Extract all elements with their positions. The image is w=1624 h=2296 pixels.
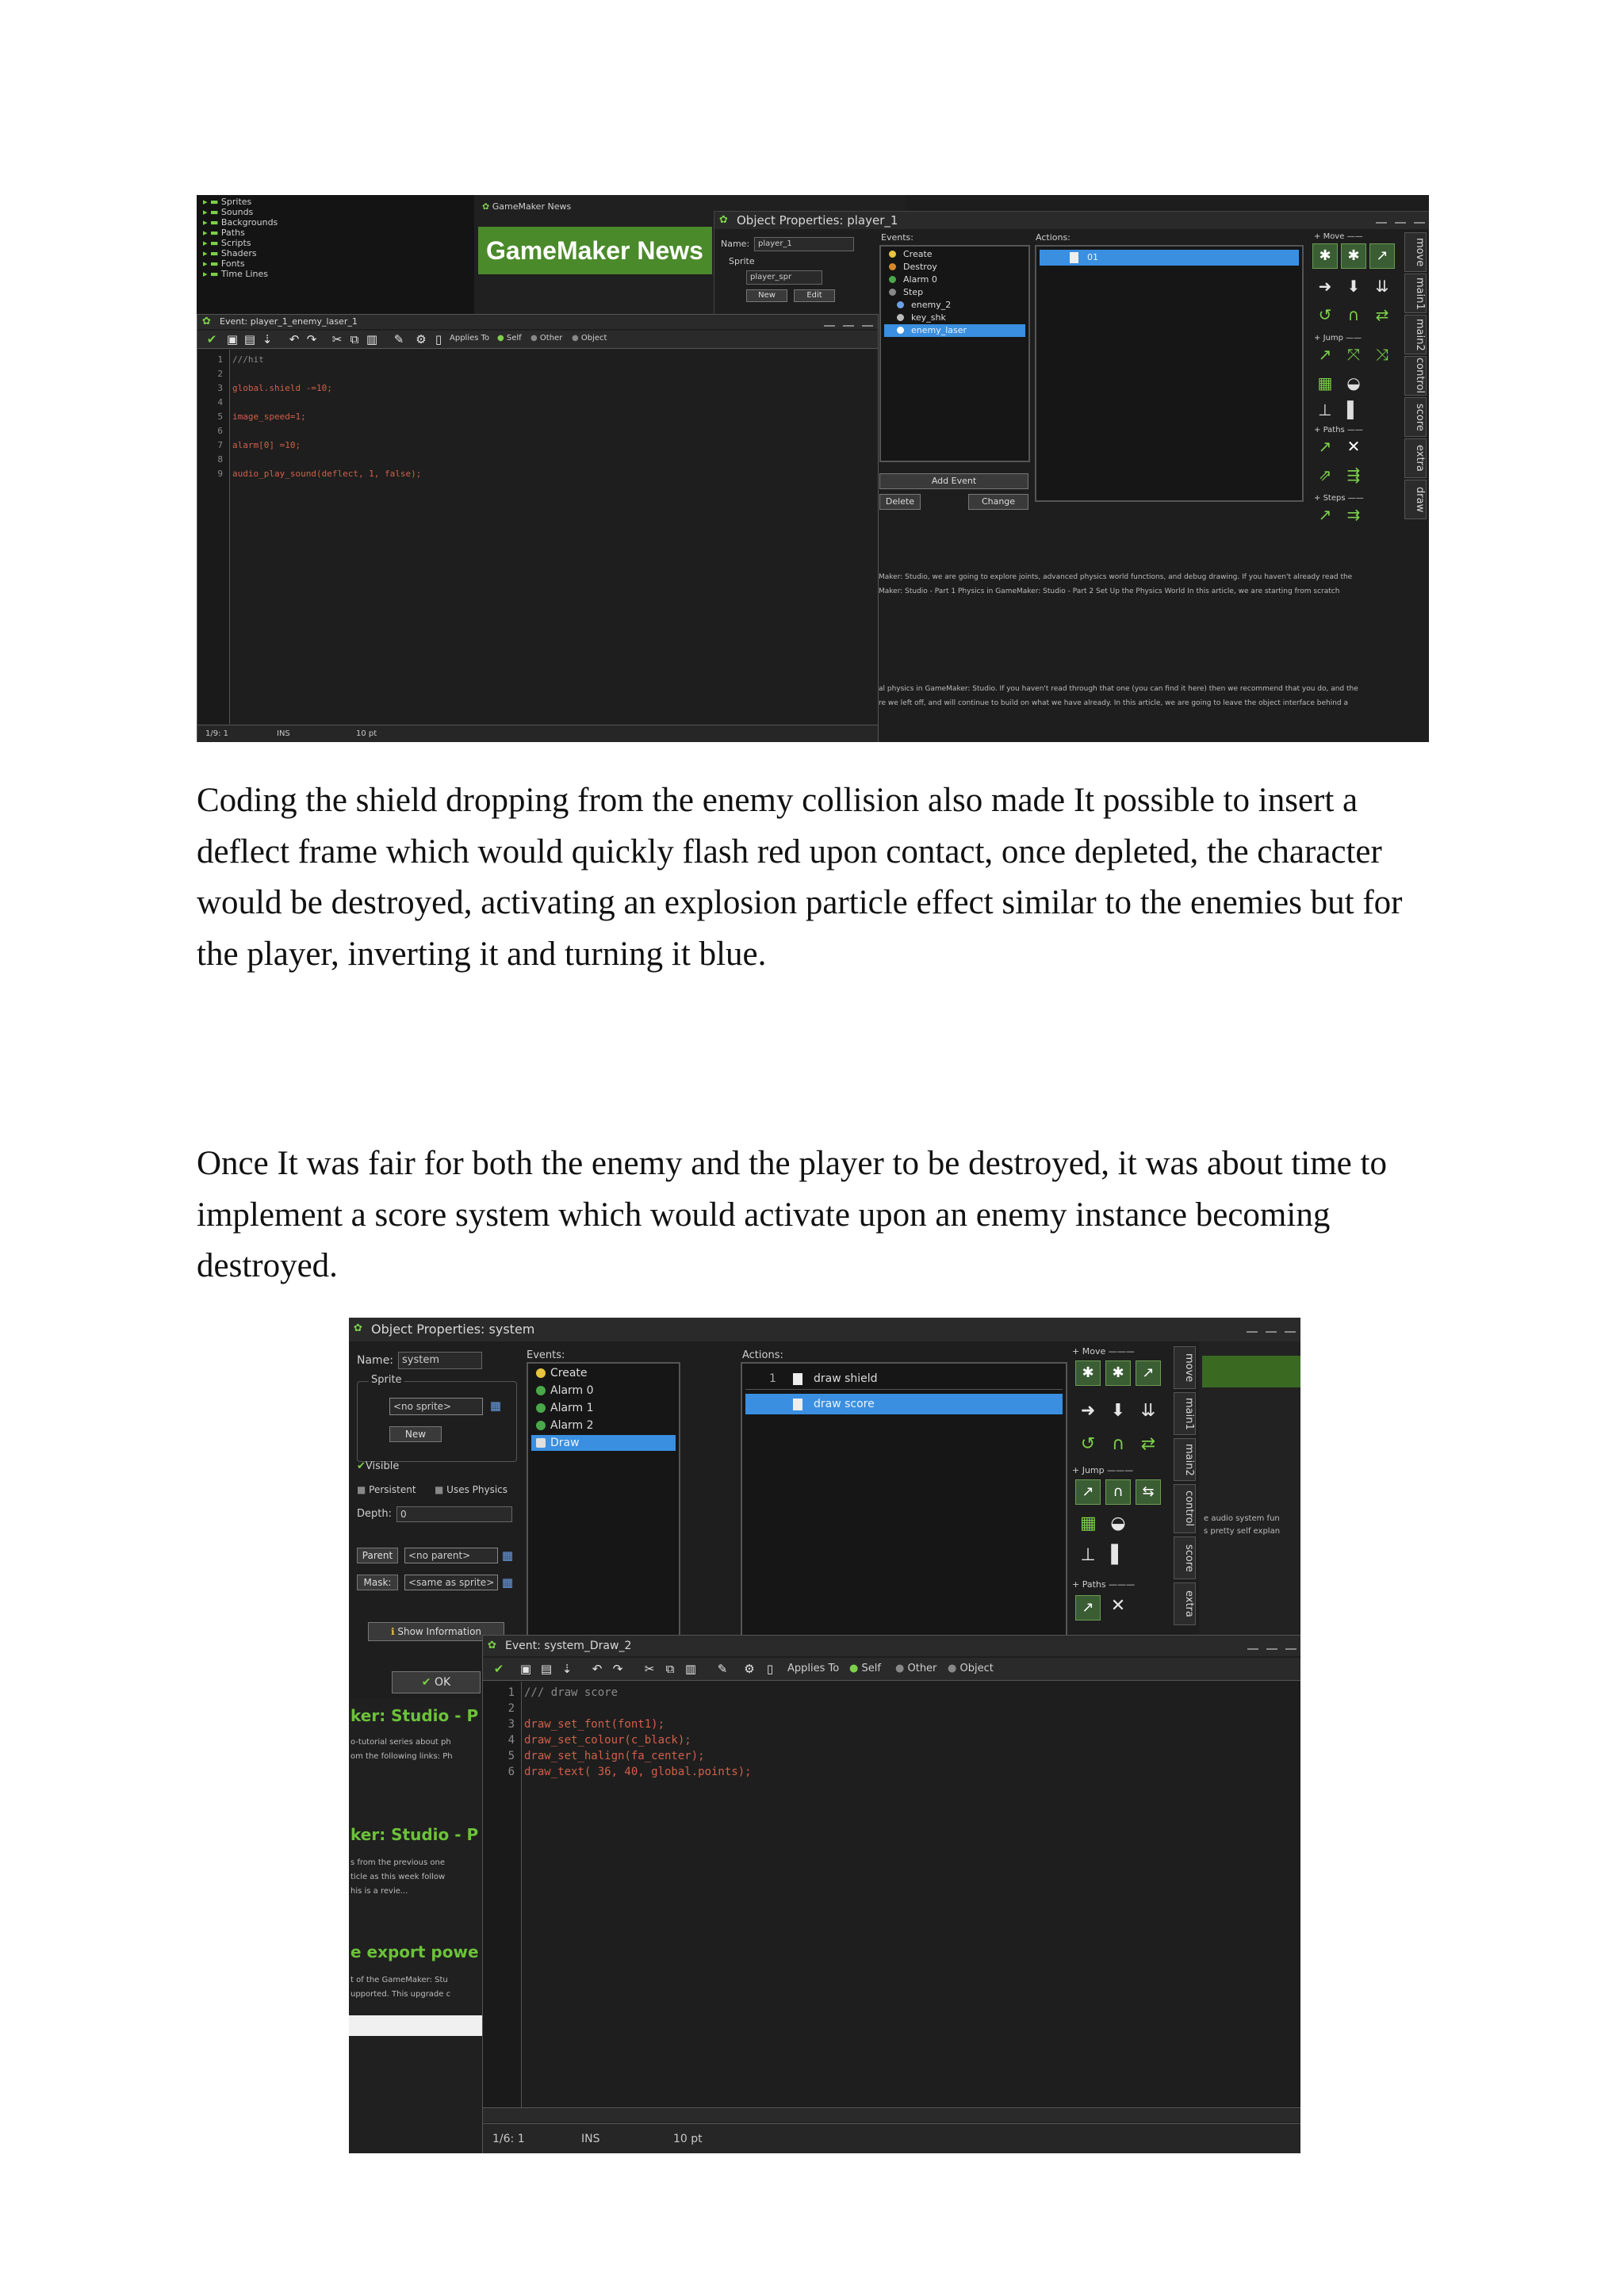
line-number: 7: [217, 440, 223, 450]
path-icon[interactable]: ↗: [1075, 1595, 1101, 1621]
document-icon: [793, 1373, 802, 1385]
arrow-down-stack-icon[interactable]: ⇊: [1140, 1401, 1156, 1421]
jump-position-icon[interactable]: ↗: [1318, 345, 1332, 364]
tree-item[interactable]: ▸ ▬ Shaders: [203, 248, 257, 258]
news-snippet: o-tutorial series about ph: [350, 1738, 451, 1747]
find-icon[interactable]: ✎: [717, 1662, 728, 1676]
tab-move[interactable]: move: [1404, 232, 1427, 272]
code-line[interactable]: [197, 396, 878, 410]
news-banner: [478, 227, 712, 274]
code-editor-window: [482, 1635, 1300, 2153]
group-move-label: + Move ——: [1314, 232, 1363, 241]
visible-checkbox[interactable]: ✔Visible: [357, 1460, 400, 1472]
code-line[interactable]: [483, 1732, 1300, 1748]
news-snippet: upported. This upgrade c: [350, 1990, 451, 1999]
wrap-icon[interactable]: ⇄: [1375, 305, 1389, 324]
resource-tree: [197, 195, 474, 314]
actions-label: Actions:: [1036, 232, 1071, 243]
name-field[interactable]: system: [398, 1352, 482, 1369]
wrap-screen-icon[interactable]: ◒: [1110, 1513, 1126, 1533]
copy-icon[interactable]: ⧉: [665, 1662, 675, 1676]
change-event-button[interactable]: Change: [968, 494, 1028, 510]
sprite-new-button[interactable]: New: [746, 289, 787, 302]
tab-main1[interactable]: main1: [1174, 1392, 1196, 1435]
applies-other-radio[interactable]: ● Other: [530, 334, 563, 342]
export-icon[interactable]: ⇣: [262, 332, 273, 346]
code-text: ///hit: [232, 354, 264, 365]
sprite-field[interactable]: player_spr: [746, 270, 822, 285]
window-controls[interactable]: [1376, 216, 1425, 224]
news-header: e export powe: [350, 1942, 479, 1961]
applies-other-radio[interactable]: ● Other: [895, 1663, 937, 1674]
tree-item[interactable]: ▸ ▬ Scripts: [203, 238, 251, 248]
applies-self-radio[interactable]: ● Self: [849, 1663, 881, 1674]
print-icon[interactable]: ▤: [540, 1662, 553, 1676]
reverse-icon[interactable]: ↺: [1318, 305, 1332, 324]
check-icon[interactable]: ✔: [206, 332, 217, 346]
arrow-right-icon[interactable]: ➜: [1080, 1401, 1096, 1421]
status-line: 1/6: 1: [492, 2133, 525, 2145]
applies-object-radio[interactable]: ● Object: [572, 334, 607, 342]
status-line: 1/9: 1: [205, 729, 229, 738]
jump-start-icon[interactable]: ∩: [1105, 1479, 1131, 1505]
arrow-down-icon[interactable]: ⬇: [1346, 277, 1361, 296]
code-text: draw_set_font(font1);: [524, 1718, 665, 1731]
event-item[interactable]: key_shk: [884, 312, 1025, 324]
gamemaker-icon: ✿: [202, 316, 211, 327]
line-number: 6: [217, 426, 223, 436]
path-end-icon[interactable]: ✕: [1110, 1596, 1126, 1616]
tab-extra[interactable]: extra: [1174, 1582, 1196, 1625]
news-text-line: s pretty self explan: [1204, 1527, 1281, 1536]
show-information-button[interactable]: ℹ Show Information: [368, 1622, 504, 1641]
parent-field[interactable]: <no parent>: [404, 1548, 498, 1563]
tree-item[interactable]: ▸ ▬ Fonts: [203, 258, 245, 269]
tab-score[interactable]: score: [1404, 397, 1427, 437]
tab-score[interactable]: score: [1174, 1536, 1196, 1579]
code-text: draw_set_halign(fa_center);: [524, 1750, 705, 1762]
code-line[interactable]: [197, 381, 878, 396]
sprite-label: Sprite: [369, 1374, 404, 1386]
path-position-icon[interactable]: ⇗: [1318, 465, 1332, 484]
sprite-label: Sprite: [729, 256, 755, 266]
code-window-title: ✿ Event: player_1_enemy_laser_1: [197, 315, 878, 329]
print-icon[interactable]: ▤: [243, 332, 256, 346]
background-news-left: [349, 1698, 484, 2153]
code-text: /// draw score: [524, 1686, 619, 1699]
sprite-edit-button[interactable]: Edit: [794, 289, 835, 302]
gamemaker-icon: ✿: [488, 1640, 496, 1651]
code-line[interactable]: [483, 1685, 1300, 1701]
news-text-line: Maker: Studio, we are going to explore joints, advanced physics world functions, and debug drawing. If you haven't already read the: [879, 573, 1353, 581]
news-header: ker: Studio - P: [350, 1825, 479, 1844]
paragraph-shield: Coding the shield dropping from the enemy collision also made It possible to insert a deflect frame which would quickly flash red upon contact, once depleted, the character would be destroyed, activating an explosion particle effect similar to the enemies but for the player, inverting it and turning it blue.: [197, 782, 1403, 973]
tools-icon[interactable]: ⚙: [744, 1662, 755, 1676]
news-tab[interactable]: ✿ GameMaker News: [482, 201, 572, 212]
copy-icon[interactable]: ⧉: [350, 332, 359, 346]
depth-label: Depth:: [357, 1508, 392, 1520]
status-bar: [197, 725, 878, 742]
document-icon[interactable]: ▯: [435, 332, 442, 346]
code-line[interactable]: [197, 467, 878, 481]
tree-item[interactable]: ▸ ▬ Paths: [203, 228, 245, 238]
ok-button[interactable]: ✔ OK: [392, 1671, 481, 1693]
document-icon[interactable]: ▯: [766, 1662, 774, 1676]
tree-item[interactable]: ▸ ▬ Sprites: [203, 197, 252, 207]
line-number: 5: [508, 1750, 515, 1762]
news-snippet: his is a revie...: [350, 1887, 408, 1896]
mask-button[interactable]: Mask:: [357, 1575, 398, 1590]
group-paths-label: + Paths ——: [1314, 426, 1363, 434]
gamemaker-icon: ✿: [354, 1322, 362, 1334]
green-banner: [1202, 1356, 1300, 1387]
window-controls[interactable]: [1247, 1642, 1297, 1650]
screenshot-gamemaker-player-object: [197, 195, 1429, 742]
move-free-icon[interactable]: ✱: [1105, 1360, 1131, 1386]
line-number: 3: [217, 383, 223, 393]
line-number: 6: [508, 1766, 515, 1778]
tab-extra[interactable]: extra: [1404, 438, 1427, 478]
events-label: Events:: [527, 1349, 565, 1361]
line-number: 4: [217, 397, 223, 408]
code-text: draw_set_colour(c_black);: [524, 1734, 691, 1747]
background-news-strip: [1199, 1341, 1300, 1651]
events-list[interactable]: [879, 245, 1030, 462]
news-text-line: Maker: Studio - Part 1 Physics in GameMaker: Studio - Part 2 Set Up the Physics World In this article, we are starting from scratch: [879, 587, 1340, 595]
jump-random-icon[interactable]: ⤨: [1376, 345, 1388, 364]
screenshot-gamemaker-system-object: [349, 1318, 1300, 2153]
sprite-new-button[interactable]: New: [389, 1426, 442, 1442]
tree-item[interactable]: ▸ ▬ Sounds: [203, 207, 254, 217]
parent-button[interactable]: Parent: [357, 1548, 398, 1563]
group-paths-label: + Paths ———: [1072, 1579, 1136, 1590]
delete-event-button[interactable]: Delete: [879, 494, 921, 510]
move-fixed-icon[interactable]: ✱: [1075, 1360, 1101, 1386]
mask-picker-icon[interactable]: ▦: [501, 1575, 514, 1590]
group-jump-label: + Jump ———: [1072, 1465, 1134, 1475]
sprite-field[interactable]: <no sprite>: [389, 1398, 483, 1415]
event-item[interactable]: enemy_2: [884, 299, 1025, 312]
code-horizontal-scroll[interactable]: [483, 2107, 1300, 2122]
path-speed-icon[interactable]: ⇶: [1346, 465, 1361, 484]
physics-checkbox[interactable]: ■ Uses Physics: [435, 1484, 508, 1495]
bounce-icon[interactable]: ∩: [1347, 305, 1360, 324]
step-down-icon[interactable]: ⊥: [1080, 1545, 1096, 1565]
line-number: 9: [217, 469, 223, 479]
news-text-line: re we left off, and will continue to build on what we have already. In this article, we are going to leave the object interface behind a: [879, 699, 1348, 707]
applies-self-radio[interactable]: ● Self: [497, 334, 522, 342]
gamemaker-icon: ✿: [719, 214, 728, 226]
add-event-button[interactable]: Add Event: [879, 473, 1028, 489]
paragraph-score: Once It was fair for both the enemy and the player to be destroyed, it was about time to implement a score system which would activate upon an enemy instance becoming destroyed.: [197, 1145, 1387, 1284]
tab-main2[interactable]: main2: [1404, 315, 1427, 354]
grid-icon[interactable]: ▦: [1080, 1513, 1097, 1533]
event-item[interactable]: Create: [531, 1365, 676, 1381]
line-number: 5: [217, 411, 223, 422]
step-avoid-icon[interactable]: ⇉: [1346, 505, 1361, 524]
event-item-selected[interactable]: Draw: [531, 1435, 676, 1451]
code-text: draw_text( 36, 40, global.points);: [524, 1766, 752, 1778]
name-field[interactable]: player_1: [754, 237, 854, 251]
step-up-icon[interactable]: ▌: [1347, 400, 1360, 419]
move-towards-icon[interactable]: ↗: [1369, 243, 1395, 269]
move-towards-icon[interactable]: ↗: [1136, 1360, 1161, 1386]
code-line[interactable]: [197, 367, 878, 381]
event-item[interactable]: Destroy: [884, 261, 1025, 274]
tree-item[interactable]: ▸ ▬ Time Lines: [203, 269, 268, 279]
code-area[interactable]: [197, 350, 878, 724]
find-icon[interactable]: ✎: [393, 332, 404, 346]
tab-move[interactable]: move: [1174, 1346, 1196, 1389]
news-snippet: ticle as this week follow: [350, 1873, 446, 1881]
sprite-picker-icon[interactable]: ▦: [489, 1399, 502, 1413]
object-window-title: ✿ Object Properties: system: [349, 1318, 1300, 1341]
event-item-selected[interactable]: enemy_laser: [884, 324, 1025, 337]
news-divider: [349, 2015, 484, 2036]
tab-control[interactable]: control: [1174, 1484, 1196, 1533]
code-text: alarm[0] =10;: [232, 440, 301, 450]
tab-control[interactable]: control: [1404, 356, 1427, 396]
check-icon[interactable]: ✔: [493, 1662, 504, 1676]
move-free-icon[interactable]: ✱: [1341, 243, 1366, 269]
step-up-icon[interactable]: ▌: [1111, 1545, 1125, 1565]
window-controls[interactable]: [1247, 1325, 1296, 1333]
news-snippet: om the following links: Ph: [350, 1752, 453, 1761]
code-toolbar: [197, 331, 878, 349]
jump-position-icon[interactable]: ↗: [1075, 1479, 1101, 1505]
move-fixed-icon[interactable]: ✱: [1312, 243, 1338, 269]
action-tabs: [1174, 1346, 1196, 1647]
undo-icon[interactable]: ↶: [289, 332, 300, 346]
events-list[interactable]: [527, 1362, 680, 1651]
event-item[interactable]: Alarm 1: [531, 1400, 676, 1416]
applies-to-label: Applies To: [450, 334, 490, 342]
object-window-title: ✿ Object Properties: player_1: [714, 212, 1429, 229]
arrow-down-icon[interactable]: ⬇: [1110, 1401, 1126, 1421]
grid-icon[interactable]: ▦: [1317, 373, 1333, 392]
news-snippet: t of the GameMaker: Stu: [350, 1976, 448, 1984]
wrap-icon[interactable]: ⇄: [1140, 1434, 1156, 1454]
code-line[interactable]: [197, 353, 878, 367]
event-item[interactable]: Step: [884, 286, 1025, 299]
code-line[interactable]: [197, 438, 878, 453]
code-window-title: ✿ Event: system_Draw_2: [483, 1636, 1300, 1656]
status-bar: [483, 2123, 1300, 2153]
status-ins: INS: [581, 2133, 600, 2145]
status-size: 10 pt: [673, 2133, 703, 2145]
depth-field[interactable]: 0: [396, 1506, 512, 1522]
group-steps-label: + Steps ——: [1314, 494, 1364, 503]
code-toolbar: [483, 1658, 1300, 1681]
window-controls[interactable]: [824, 319, 873, 327]
line-number: 8: [217, 454, 223, 465]
event-item[interactable]: Create: [884, 248, 1025, 261]
action-item-selected[interactable]: 01: [1040, 250, 1299, 266]
name-label: Name:: [357, 1354, 394, 1367]
group-move-label: + Move ———: [1072, 1346, 1135, 1357]
line-number: 4: [508, 1734, 515, 1747]
path-end-icon[interactable]: ✕: [1346, 437, 1361, 456]
persistent-checkbox[interactable]: ■ Persistent: [357, 1484, 416, 1495]
event-item[interactable]: Alarm 0: [531, 1383, 676, 1399]
paste-icon[interactable]: ▥: [366, 332, 378, 346]
code-area[interactable]: [483, 1682, 1300, 2122]
paste-icon[interactable]: ▥: [684, 1662, 697, 1676]
save-icon[interactable]: ▣: [226, 332, 239, 346]
code-line[interactable]: [483, 1764, 1300, 1780]
tree-item[interactable]: ▸ ▬ Backgrounds: [203, 217, 278, 228]
line-number: 1: [217, 354, 223, 365]
code-line[interactable]: [197, 410, 878, 424]
applies-to-label: Applies To: [787, 1663, 840, 1674]
status-size: 10 pt: [356, 729, 377, 738]
arrow-right-icon[interactable]: ➜: [1318, 277, 1332, 296]
action-item-selected[interactable]: draw score: [745, 1394, 1063, 1414]
redo-icon[interactable]: ↷: [612, 1662, 623, 1676]
action-palette: [1308, 232, 1403, 526]
line-number: 3: [508, 1718, 515, 1731]
wrap-screen-icon[interactable]: ◒: [1346, 373, 1361, 392]
mask-field[interactable]: <same as sprite>: [404, 1575, 498, 1590]
tab-main2[interactable]: main2: [1174, 1438, 1196, 1481]
code-text: image_speed=1;: [232, 411, 306, 422]
news-banner-text: GameMaker News: [486, 236, 703, 265]
action-tabs: [1404, 232, 1427, 534]
news-text-line: al physics in GameMaker: Studio. If you haven't read through that one (you can find it here) then we recommend that you do, and the: [879, 685, 1358, 693]
actions-list[interactable]: [1035, 245, 1304, 502]
code-editor-window: [197, 314, 879, 742]
event-item[interactable]: Alarm 2: [531, 1418, 676, 1433]
line-number: 1: [508, 1686, 515, 1699]
code-text: global.shield -=10;: [232, 383, 332, 393]
export-icon[interactable]: ⇣: [561, 1662, 573, 1676]
jump-random-icon[interactable]: ⇆: [1136, 1479, 1161, 1505]
actions-label: Actions:: [742, 1349, 783, 1361]
redo-icon[interactable]: ↷: [306, 332, 317, 346]
group-jump-label: + Jump ——: [1314, 334, 1362, 342]
code-line[interactable]: [483, 1716, 1300, 1732]
cut-icon[interactable]: ✂: [331, 332, 343, 346]
applies-object-radio[interactable]: ● Object: [948, 1663, 994, 1674]
tools-icon[interactable]: ⚙: [416, 332, 427, 346]
sprite-group: [357, 1374, 517, 1462]
news-header: ker: Studio - P: [350, 1706, 479, 1725]
line-number: 2: [217, 369, 223, 379]
step-down-icon[interactable]: ⊥: [1318, 400, 1332, 419]
code-line[interactable]: [197, 453, 878, 467]
bounce-icon[interactable]: ∩: [1111, 1434, 1125, 1454]
code-line[interactable]: [197, 424, 878, 438]
arrow-down-stack-icon[interactable]: ⇊: [1375, 277, 1389, 296]
code-line[interactable]: [483, 1701, 1300, 1716]
events-label: Events:: [881, 232, 914, 243]
parent-picker-icon[interactable]: ▦: [501, 1548, 514, 1563]
document-icon: [1070, 252, 1078, 263]
save-icon[interactable]: ▣: [519, 1662, 532, 1676]
event-item[interactable]: Alarm 0: [884, 274, 1025, 286]
news-snippet: s from the previous one: [350, 1858, 445, 1867]
step-towards-icon[interactable]: ↗: [1318, 505, 1332, 524]
actions-list[interactable]: [741, 1362, 1067, 1651]
tab-draw[interactable]: draw: [1404, 480, 1427, 519]
name-label: Name:: [721, 239, 750, 249]
undo-icon[interactable]: ↶: [592, 1662, 603, 1676]
cut-icon[interactable]: ✂: [644, 1662, 655, 1676]
document-icon: [793, 1399, 802, 1410]
line-number: 2: [508, 1702, 515, 1715]
news-text-line: e audio system fun: [1204, 1514, 1280, 1523]
tab-main1[interactable]: main1: [1404, 274, 1427, 313]
path-icon[interactable]: ↗: [1318, 437, 1332, 456]
code-text: audio_play_sound(deflect, 1, false);: [232, 469, 422, 479]
code-line[interactable]: [483, 1748, 1300, 1764]
action-item[interactable]: 1 draw shield: [745, 1368, 1063, 1390]
status-ins: INS: [277, 729, 290, 738]
jump-start-icon[interactable]: ⤧: [1347, 345, 1360, 364]
reverse-icon[interactable]: ↺: [1080, 1434, 1096, 1454]
